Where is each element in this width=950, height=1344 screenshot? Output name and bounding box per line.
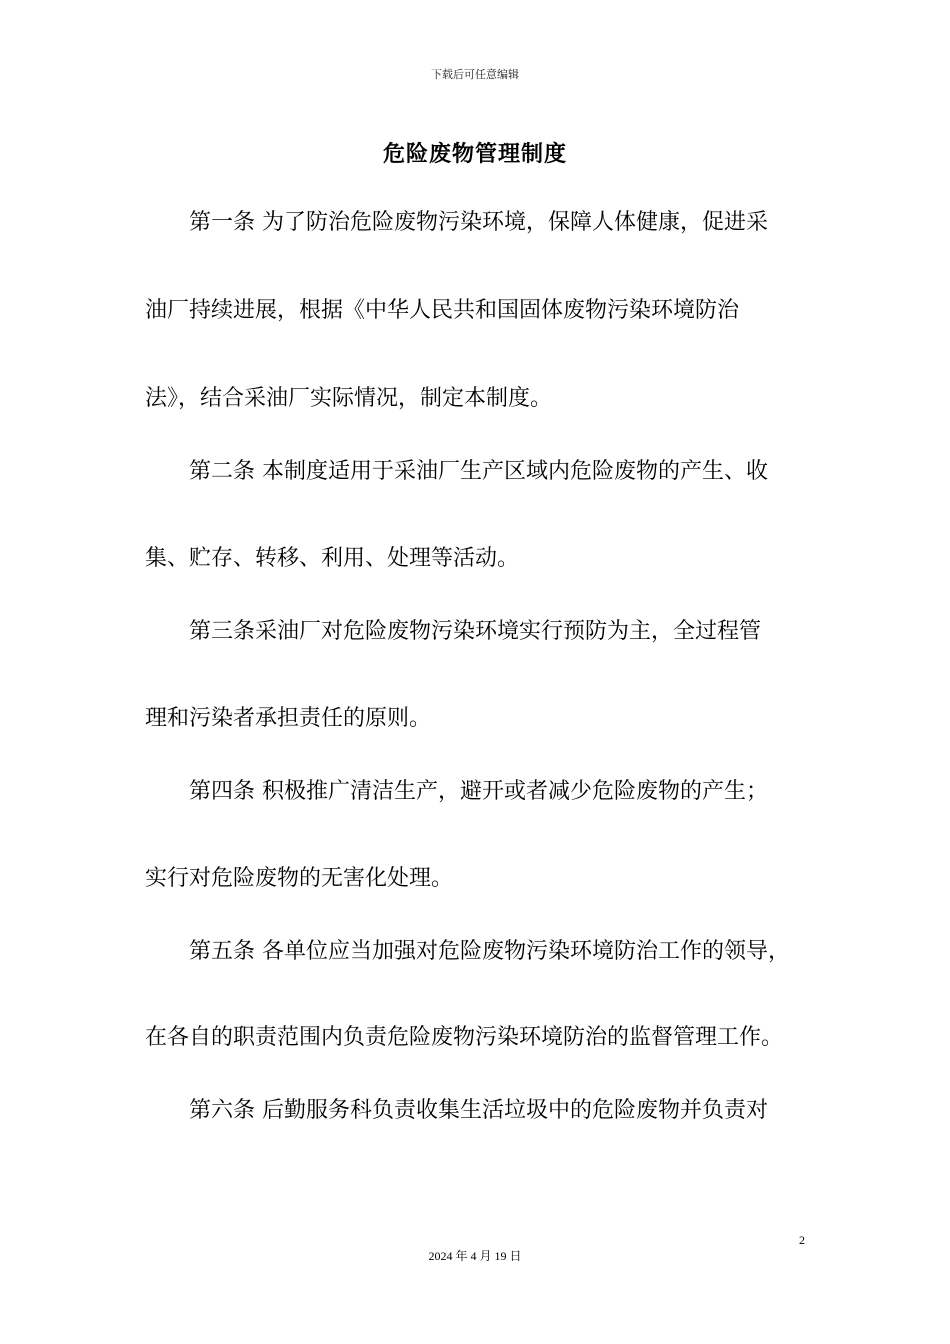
body-line: 法》，结合采油厂实际情况，制定本制度。 — [145, 386, 553, 411]
body-line-article-2: 第二条 本制度适用于采油厂生产区域内危险废物的产生、收 — [189, 459, 768, 484]
body-line: 实行对危险废物的无害化处理。 — [145, 866, 454, 891]
document-title: 危险废物管理制度 — [382, 142, 567, 167]
footer-date: 2024 年 4 月 19 日 — [428, 1249, 522, 1263]
body-line: 在各自的职责范围内负责危险废物污染环境防治的监督管理工作。 — [145, 1025, 784, 1050]
body-line-article-5: 第五条 各单位应当加强对危险废物污染环境防治工作的领导， — [189, 939, 790, 964]
header-note: 下载后可任意编辑 — [431, 68, 519, 81]
body-line-article-6: 第六条 后勤服务科负责收集生活垃圾中的危险废物并负责对 — [189, 1098, 768, 1123]
body-line: 集、贮存、转移、利用、处理等活动。 — [145, 546, 520, 571]
body-line: 油厂持续进展，根据《中华人民共和国固体废物污染环境防治 — [145, 298, 740, 323]
body-line-article-1: 第一条 为了防治危险废物污染环境，保障人体健康，促进采 — [189, 210, 768, 235]
body-line: 理和污染者承担责任的原则。 — [145, 706, 432, 731]
page-number: 2 — [799, 1233, 805, 1247]
body-line-article-4: 第四条 积极推广清洁生产，避开或者减少危险废物的产生； — [189, 779, 768, 804]
body-line-article-3: 第三条采油厂对危险废物污染环境实行预防为主，全过程管 — [189, 619, 762, 644]
